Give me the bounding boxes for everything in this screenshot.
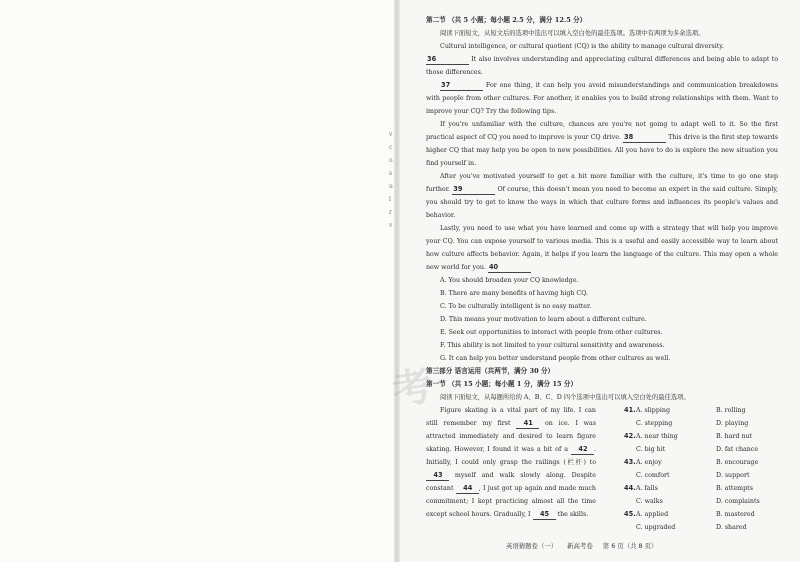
paragraph-text: It also involves understanding and appreciating cultural differences and being able to adapt to those differences. xyxy=(426,56,778,76)
margin-glyphs xyxy=(389,128,397,232)
choice-left: A. falls xyxy=(636,485,658,492)
paragraph-text: This drive is the first step towards higher CQ that may help you be open to new possibilities. All you have to do is explore the new situation you find yourself in. xyxy=(426,134,778,167)
choice-row xyxy=(624,430,784,443)
margin-glyph: c xyxy=(389,144,393,151)
option-a: A. You should broaden your CQ knowledge. xyxy=(440,277,579,284)
cloze-paragraph xyxy=(426,404,596,521)
paragraph-text: Cultural intelligence, or cultural quotient (CQ) is the ability to manage cultural diversity. xyxy=(440,43,724,50)
question-number: 45. xyxy=(624,510,636,518)
choice-right: D. support xyxy=(716,472,750,479)
option-e: E. Seek out opportunities to interact with people from other cultures. xyxy=(440,329,663,336)
choice-right: B. hard nut xyxy=(716,433,753,440)
cloze-text: , I just got up again and made much commitment; I kept practicing almost all the time except school hours. Gradually, I xyxy=(426,485,596,518)
choice-row xyxy=(624,521,784,534)
question-number: 43. xyxy=(624,458,636,466)
choice-row xyxy=(624,417,784,430)
choice-row xyxy=(624,404,784,417)
margin-glyph: v xyxy=(389,222,393,229)
margin-glyph: s xyxy=(389,170,393,177)
answer-choices xyxy=(624,404,784,534)
passage-paragraph xyxy=(426,40,778,53)
choice-row xyxy=(624,469,784,482)
margin-glyph: o xyxy=(389,157,393,164)
option-f: F. This ability is not limited to your cultural sensitivity and awareness. xyxy=(440,342,665,349)
choice-left: C. walks xyxy=(636,498,663,505)
passage-paragraph xyxy=(426,53,778,79)
choice-right: B. encourage xyxy=(716,459,759,466)
footer-page-number: 第 6 页（共 8 页） xyxy=(602,542,658,550)
section2-instructions: 阅读下面短文，从短文后的选项中选出可以填入空白处的最佳选项。选项中有两项为多余选项。 xyxy=(440,30,705,37)
blank-43: 43 xyxy=(426,471,449,481)
choice-left: A. enjoy xyxy=(636,459,662,466)
left-page xyxy=(0,0,396,562)
margin-glyph: r xyxy=(389,209,392,216)
paragraph-text: Of course, this doesn't mean you need to become an expert in the said culture. Simply, you should try to get to know the ways in which that culture forms and influences its people's values and behavior. xyxy=(426,186,778,219)
choice-left: C. big hit xyxy=(636,446,666,453)
option-d: D. This means your motivation to learn about a different culture. xyxy=(440,316,647,323)
blank-44: 44 xyxy=(456,484,479,494)
paragraph-text: Lastly, you need to use what you have learned and come up with a strategy that will help you improve your CQ. You can expose yourself to various media. This is a useful and easily accessible way to learn about how culture affects behavior. Again, it helps if you learn the language of the culture. This may open a whole new world for you. xyxy=(426,225,778,271)
cloze-text: . Initially, I could only grasp the railings (栏杆) to xyxy=(426,446,596,466)
blank-41: 41 xyxy=(516,419,539,429)
blank-36: 36 xyxy=(426,55,469,65)
cloze-text: on ice. I was attracted immediately and desired to learn figure skating. However, I found it was a bit of a xyxy=(426,420,596,453)
choice-row xyxy=(624,495,784,508)
part3-instructions: 阅读下面短文，从每题所给的 A、B、C、D 四个选项中选出可以填入空白处的最佳选项。 xyxy=(440,394,690,401)
choice-left: A. applied xyxy=(636,511,669,518)
passage-paragraph xyxy=(426,79,778,118)
choice-left: C. upgraded xyxy=(636,524,676,531)
part3-section1-title: 第一节 （共 15 小题；每小题 1 分，满分 15 分） xyxy=(426,380,578,388)
choice-right: D. fat chance xyxy=(716,446,759,453)
exam-content xyxy=(426,14,778,534)
option-c: C. To be culturally intelligent is no easy matter. xyxy=(440,303,592,310)
cloze-text: Figure skating is a vital part of my life. I can still remember my first xyxy=(426,407,596,427)
blank-39: 39 xyxy=(452,185,495,195)
footer-track: 新高考卷 xyxy=(567,542,593,550)
choice-left: C. comfort xyxy=(636,472,670,479)
footer-exam-title: 英语猜题卷（一） xyxy=(506,542,558,550)
choice-right: B. mastered xyxy=(716,511,755,518)
blank-37: 37 xyxy=(440,81,483,91)
choice-right: D. playing xyxy=(716,420,749,427)
page-footer xyxy=(506,541,665,550)
paragraph-text: If you're unfamiliar with the culture, chances are you're not going to adapt well to it. So the first practical aspect of CQ you need to improve is your CQ drive. xyxy=(426,121,778,141)
blank-38: 38 xyxy=(623,133,666,143)
choice-row xyxy=(624,443,784,456)
blank-45: 45 xyxy=(533,510,556,520)
blank-40: 40 xyxy=(488,263,531,273)
choice-right: D. complaints xyxy=(716,498,760,505)
option-g: G. It can help you better understand people from other cultures as well. xyxy=(440,355,671,362)
margin-glyph: v xyxy=(389,131,393,138)
choice-row xyxy=(624,508,784,521)
blank-42: 42 xyxy=(571,445,594,455)
watermark-stamp: 考 xyxy=(389,362,436,415)
cloze-passage xyxy=(426,404,596,521)
cloze-text: myself and walk slowly along. Despite constant xyxy=(426,472,596,492)
paragraph-text: After you've motivated yourself to get a bit more familiar with the culture, it's time to go one step further. xyxy=(426,173,778,193)
option-b: B. There are many benefits of having high CQ. xyxy=(440,290,589,297)
part3-title: 第三部分 语言运用（共两节，满分 30 分） xyxy=(426,367,555,375)
choice-right: B. rolling xyxy=(716,407,746,414)
question-number: 42. xyxy=(624,432,636,440)
cloze-section xyxy=(426,404,778,534)
section2-title: 第二节 （共 5 小题；每小题 2.5 分，满分 12.5 分） xyxy=(426,16,587,24)
choice-row xyxy=(624,456,784,469)
passage-paragraph xyxy=(426,170,778,222)
choice-left: A. slipping xyxy=(636,407,670,414)
cloze-text: the skills. xyxy=(557,511,589,518)
choice-left: C. stepping xyxy=(636,420,673,427)
passage-paragraph xyxy=(426,222,778,274)
question-number: 44. xyxy=(624,484,636,492)
passage-paragraph xyxy=(426,118,778,170)
margin-glyph: u xyxy=(389,183,393,190)
question-number: 41. xyxy=(624,406,636,414)
paragraph-text: For one thing, it can help you avoid misunderstandings and communication breakdowns with people from other cultures. For another, it enables you to build strong relationships with them. Want to improve your CQ? Try the following tips. xyxy=(426,82,779,115)
choice-row xyxy=(624,482,784,495)
choice-right: B. attempts xyxy=(716,485,753,492)
margin-glyph: l xyxy=(389,196,391,203)
choice-right: D. shared xyxy=(716,524,747,531)
choice-left: A. near thing xyxy=(636,433,678,440)
